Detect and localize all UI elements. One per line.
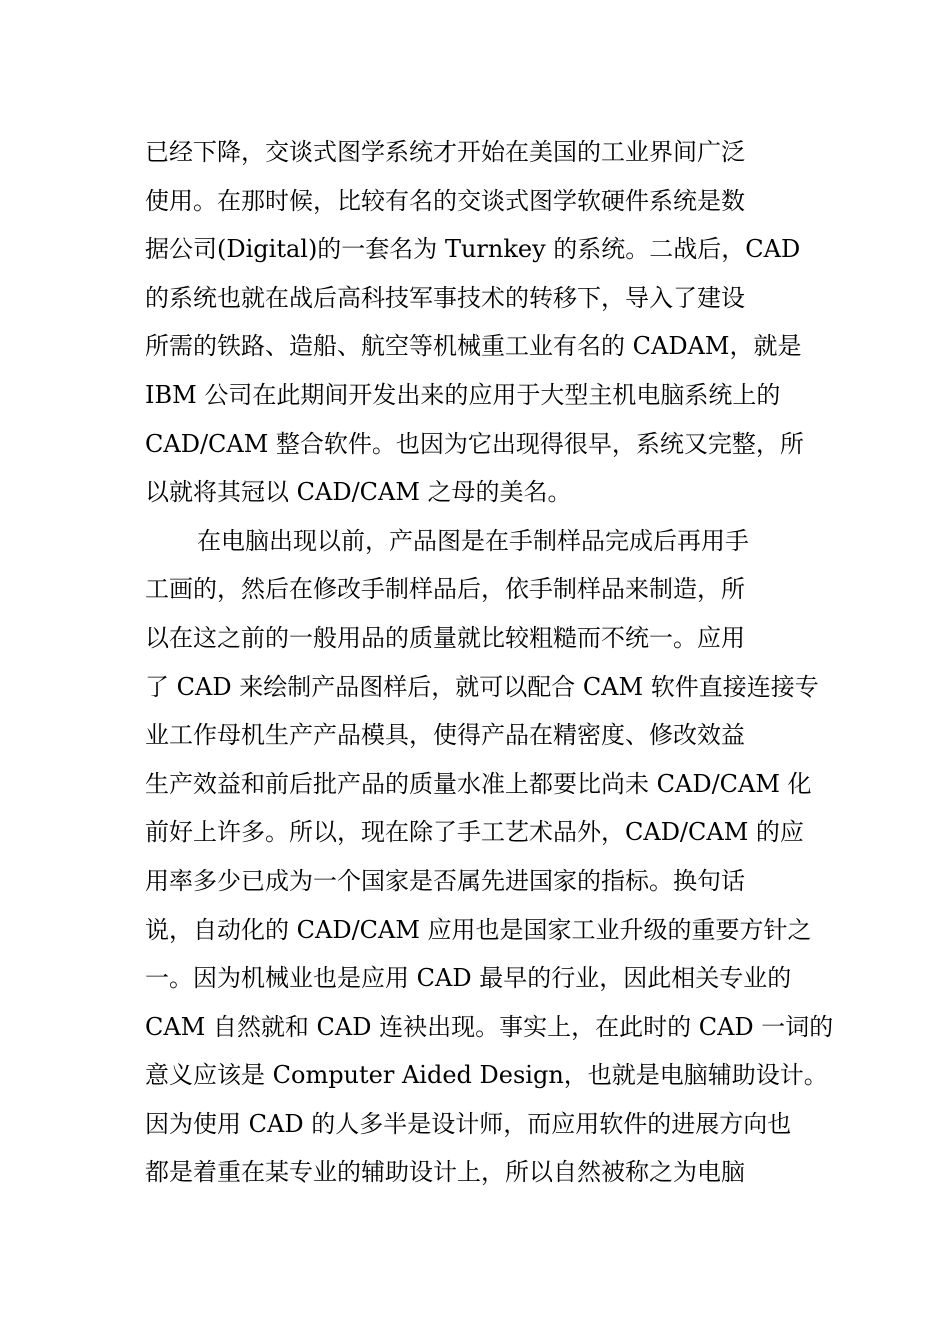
text-line: 说，自动化的 CAD/CAM 应用也是国家工业升级的重要方针之: [145, 915, 812, 944]
text-line: 据公司(Digital)的一套名为 Turnkey 的系统。二战后，CAD: [145, 235, 801, 264]
text-line: CAM 自然就和 CAD 连袂出现。事实上，在此时的 CAD 一词的: [145, 1012, 834, 1041]
text-line: 都是着重在某专业的辅助设计上，所以自然被称之为电脑: [145, 1158, 745, 1187]
text-line: 一。因为机械业也是应用 CAD 最早的行业，因此相关专业的: [145, 964, 792, 993]
text-line: 生产效益和前后批产品的质量水准上都要比尚未 CAD/CAM 化: [145, 769, 812, 798]
text-line: 以在这之前的一般用品的质量就比较粗糙而不统一。应用: [145, 623, 745, 652]
text-line: 的系统也就在战后高科技军事技术的转移下，导入了建设: [145, 283, 745, 312]
text-line: 前好上许多。所以，现在除了手工艺术品外，CAD/CAM 的应: [145, 818, 804, 847]
text-line: 以就将其冠以 CAD/CAM 之母的美名。: [145, 478, 572, 507]
text-line: 因为使用 CAD 的人多半是设计师，而应用软件的进展方向也: [145, 1109, 792, 1138]
text-line: 用率多少已成为一个国家是否属先进国家的指标。换句话: [145, 866, 745, 895]
text-line: 业工作母机生产产品模具，使得产品在精密度、修改效益: [145, 721, 745, 750]
text-line: CAD/CAM 整合软件。也因为它出现得很早，系统又完整，所: [145, 429, 804, 458]
text-line: 已经下降，交谈式图学系统才开始在美国的工业界间广泛: [145, 138, 745, 166]
text-line: 了 CAD 来绘制产品图样后，就可以配合 CAM 软件直接连接专: [145, 672, 819, 701]
text-line: 意义应该是 Computer Aided Design，也就是电脑辅助设计。: [145, 1061, 828, 1090]
text-line: 使用。在那时候，比较有名的交谈式图学软硬件系统是数: [145, 186, 745, 215]
paragraph-start-line: 在电脑出现以前，产品图是在手制样品完成后再用手: [197, 526, 749, 555]
text-line: 工画的，然后在修改手制样品后，依手制样品来制造，所: [145, 575, 745, 604]
document-body: [145, 128, 835, 1197]
text-line: IBM 公司在此期间开发出来的应用于大型主机电脑系统上的: [145, 380, 781, 409]
text-line: 所需的铁路、造船、航空等机械重工业有名的 CADAM，就是: [145, 332, 802, 361]
